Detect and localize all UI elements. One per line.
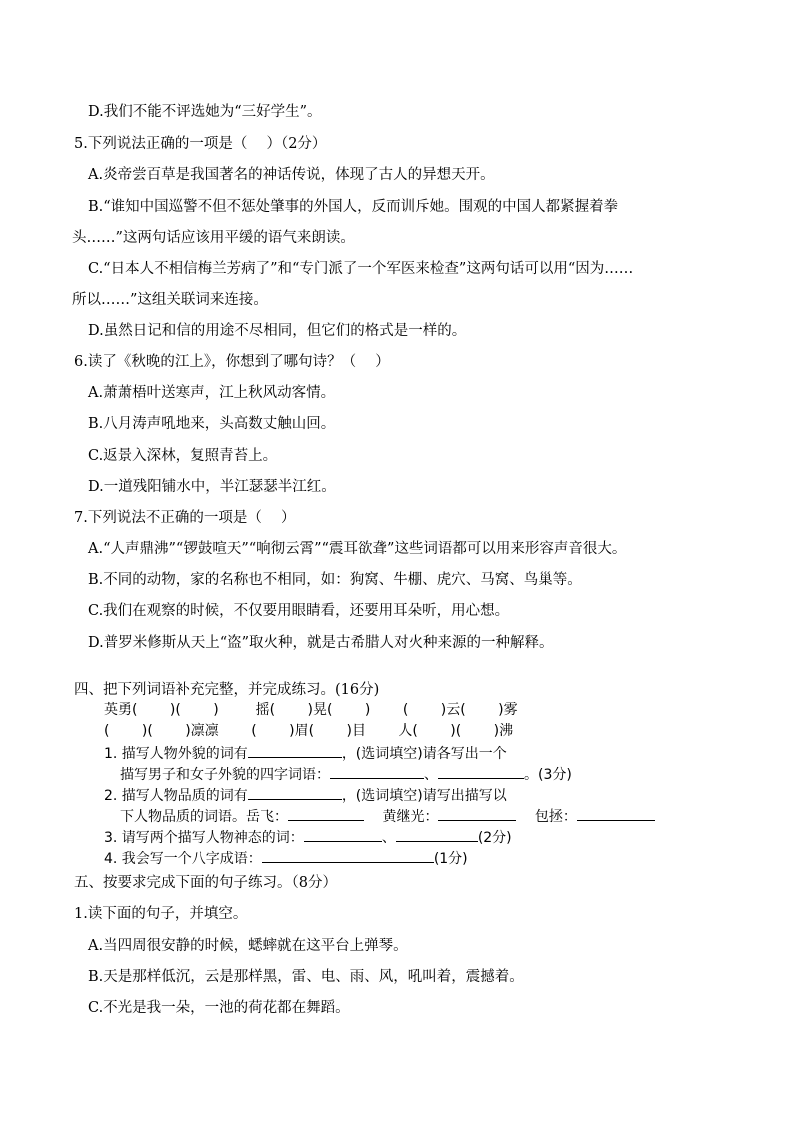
item1-score: 。(3分) (524, 767, 572, 783)
item3-blank-1[interactable] (304, 827, 382, 842)
q7-stem: 7.下列说法不正确的一项是（ ） (74, 510, 296, 526)
q6-option-d: D.一道残阳铺水中，半江瑟瑟半江红。 (88, 479, 336, 495)
item1-blank-female[interactable] (438, 764, 524, 779)
q5-stem: 5.下列说法正确的一项是（ ）（2分） (74, 136, 327, 152)
item4-score: (1分) (433, 851, 468, 867)
q7-option-c: C.我们在观察的时候，不仅要用眼睛看，还要用耳朵听，用心想。 (88, 603, 510, 619)
item1-instruction: ，(选词填空)请各写出一个 (341, 746, 507, 762)
q5-option-d: D.虽然日记和信的用途不尽相同，但它们的格式是一样的。 (88, 323, 467, 339)
section-4-words-row2: ( )( )凛凛 ( )眉( )目 人( )( )沸 (104, 723, 514, 739)
q6-option-c: C.返景入深林，复照青苔上。 (88, 448, 278, 464)
section-5-option-b: B.天是那样低沉，云是那样黑，雷、电、雨、风，吼叫着，震撼着。 (88, 969, 524, 985)
item2-instruction: ，(选词填空)请写出描写以 (341, 788, 507, 804)
q5-option-c-line2: 所以……”这组关联词来连接。 (72, 292, 268, 308)
section-4-item3 (104, 827, 512, 848)
item2-yuefei-label: 下人物品质的词语。岳飞： (120, 809, 288, 825)
item1-blank-male[interactable] (330, 764, 424, 779)
q7-option-d: D.普罗米修斯从天上“盗”取火种，就是古希腊人对火种来源的一种解释。 (88, 635, 554, 651)
item1-blank-words[interactable] (248, 743, 342, 758)
item2-prompt: 2. 描写人物品质的词有 (104, 788, 248, 804)
section-4-item4 (104, 848, 468, 869)
section-5-option-c: C.不光是我一朵，一池的荷花都在舞蹈。 (88, 1000, 350, 1016)
q4-option-d: D.我们不能不评选她为“三好学生”。 (88, 104, 322, 120)
item3-prompt: 3. 请写两个描写人物神态的词： (104, 830, 304, 846)
section-5-q1: 1.读下面的句子，并填空。 (74, 906, 248, 922)
item1-prompt: 1. 描写人物外貌的词有 (104, 746, 248, 762)
section-4-item2-line2 (120, 806, 655, 827)
q5-option-b-line1: B.“谁知中国巡警不但不惩处肇事的外国人，反而训斥她。围观的中国人都紧握着拳 (88, 199, 619, 215)
item3-blank-2[interactable] (396, 827, 478, 842)
item3-separator: 、 (381, 830, 396, 846)
section-4-item2-line1 (104, 785, 507, 806)
item1-sub-prompt: 描写男子和女子外貌的四字词语： (120, 767, 330, 783)
section-5-option-a: A.当四周很安静的时候，蟋蟀就在这平台上弹琴。 (88, 938, 408, 954)
q6-option-a: A.萧萧梧叶送寒声，江上秋风动客情。 (88, 385, 336, 401)
item1-separator: 、 (424, 767, 438, 783)
section-4-item1-line2 (120, 764, 572, 785)
item3-score: (2分) (477, 830, 512, 846)
section-4-title: 四、把下列词语补充完整，并完成练习。(16分) (74, 682, 380, 698)
item2-huangjiguang-label: 黄继光： (382, 809, 439, 825)
q6-stem: 6.读了《秋晚的江上》，你想到了哪句诗？（ ） (74, 354, 390, 370)
q7-option-b: B.不同的动物，家的名称也不相同，如：狗窝、牛棚、虎穴、马窝、鸟巢等。 (88, 572, 582, 588)
section-4-words-row1: 英勇( )( ) 摇( )晃( ) ( )云( )雾 (104, 702, 518, 718)
section-4-item1-line1 (104, 743, 507, 764)
item2-blank-yuefei[interactable] (288, 806, 364, 821)
item2-blank-baozheng[interactable] (577, 806, 655, 821)
section-5-title: 五、按要求完成下面的句子练习。（8分） (74, 875, 337, 891)
item4-prompt: 4. 我会写一个八字成语： (104, 851, 262, 867)
q7-option-a: A.“人声鼎沸”“锣鼓喧天”“响彻云霄”“震耳欲聋”这些词语都可以用来形容声音很大。 (88, 541, 627, 557)
q5-option-b-line2: 头……”这两句话应该用平缓的语气来朗读。 (72, 230, 355, 246)
q6-option-b: B.八月涛声吼地来，头高数丈触山回。 (88, 416, 336, 432)
item2-baozheng-label: 包拯： (534, 809, 577, 825)
q5-option-c-line1: C.“日本人不相信梅兰芳病了”和“专门派了一个军医来检查”这两句话可以用“因为…… (88, 261, 634, 277)
item2-blank-words[interactable] (248, 785, 342, 800)
item2-blank-huangjiguang[interactable] (438, 806, 516, 821)
item4-blank[interactable] (262, 848, 434, 863)
q5-option-a: A.炎帝尝百草是我国著名的神话传说，体现了古人的异想天开。 (88, 167, 495, 183)
